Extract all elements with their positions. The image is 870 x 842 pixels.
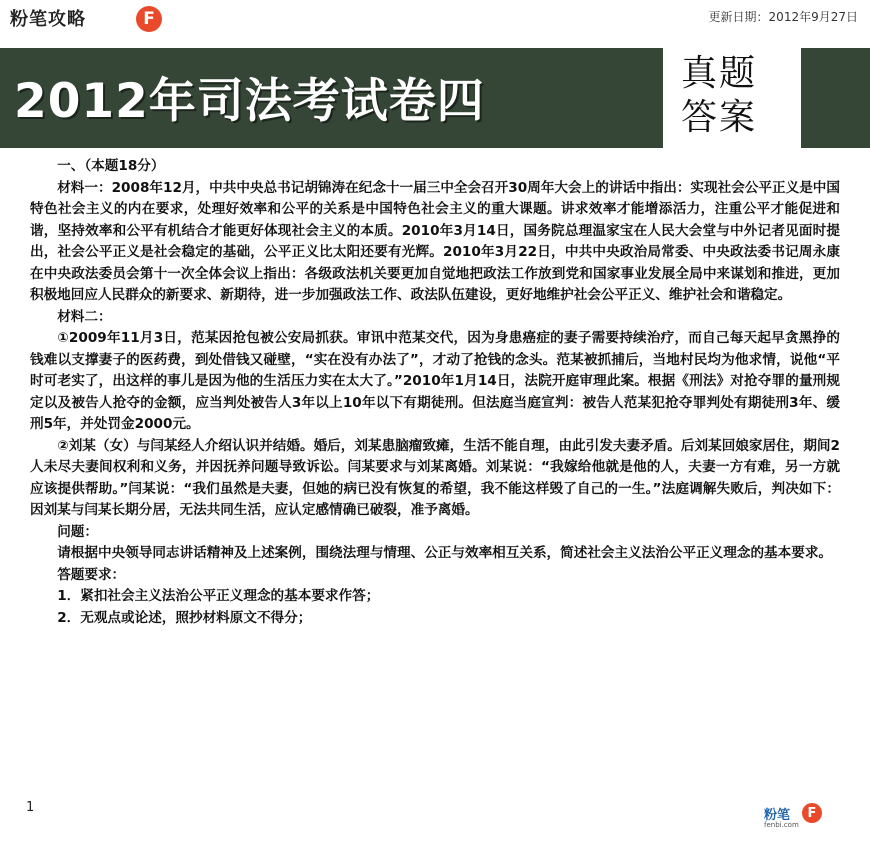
page-number: 1	[26, 800, 35, 815]
paragraph: 1．紧扣社会主义法治公平正义理念的基本要求作答；	[57, 588, 380, 604]
footer-fenbi-icon: F	[802, 803, 822, 823]
title-tag-line1: 真题	[681, 53, 758, 94]
paragraph: 材料二：	[57, 308, 112, 325]
document-body	[30, 156, 840, 629]
top-bar	[0, 0, 870, 40]
update-date: 更新日期：2012年9月27日	[708, 10, 858, 24]
title-tag-text	[681, 52, 791, 140]
footer-logo	[762, 800, 842, 830]
paragraph: 2．无观点或论述，照抄材料原文不得分；	[57, 609, 312, 626]
footer-logo-url: fenbi.com	[764, 821, 799, 829]
title-tag-line2: 答案	[681, 97, 758, 138]
brand-name: 粉笔攻略	[10, 9, 86, 30]
paragraph: 材料一：2008年12月，中共中央总书记胡锦涛在纪念十一届三中全会召开30周年大会上的讲话中指出：实现社会公平正义是中国特色社会主义的内在要求，处理好效率和公平的关系是中国特色社会主义的重大课题。讲求效率才能增添活力，注重公平才能促进和谐，坚持效率和公平有机结合才能更好体现社会主义的本质。2010年3月14日，国务院总理温家宝在人民大会堂与中外记者见面时提出，社会公平正义是社会稳定的基础，公平正义比太阳还要有光辉。2010年3月22日，中共中央政治局常委、中央政法委书记周永康在中央政法委员会第十一次全体会议上指出：各级政法机关要更加自觉地把政法工作放到党和国家事业发展全局中来谋划和推进，更加积极地回应人民群众的新要求、新期待，进一步加强政法工作、政法队伍建设，更好地维护社会公平正义、维护社会和谐稳定。	[30, 179, 840, 303]
paragraph: 问题：	[57, 523, 98, 540]
paragraph: 请根据中央领导同志讲话精神及上述案例，围绕法理与情理、公正与效率相互关系，简述社会主义法治公平正义理念的基本要求。	[57, 545, 833, 561]
fenbi-logo-icon: F	[136, 6, 162, 32]
paragraph: 答题要求：	[57, 566, 126, 583]
title-tag	[663, 48, 801, 148]
paragraph: ②刘某（女）与闫某经人介绍认识并结婚。婚后，刘某患脑瘤致瘫，生活不能自理，由此引发夫妻矛盾。后刘某回娘家居住，期间2人未尽夫妻间权利和义务，并因抚养问题导致诉讼。闫某要求与刘某离婚。刘某说：“我嫁给他就是他的人，夫妻一方有难，另一方就应该提供帮助。”闫某说：“我们虽然是夫妻，但她的病已没有恢复的希望，我不能这样毁了自己的一生。”法庭调解失败后，判决如下：因刘某与闫某长期分居，无法共同生活，应认定感情确已破裂，准予离婚。	[30, 437, 840, 518]
paragraph: ①2009年11月3日，范某因抢包被公安局抓获。审讯中范某交代，因为身患癌症的妻子需要持续治疗，而自己每天起早贪黑挣的钱难以支撑妻子的医药费，到处借钱又碰壁，“实在没有办法了”，才动了抢钱的念头。范某被抓捕后，当地村民均为他求情，说他“平时可老实了，出这样的事儿是因为他的生活压力实在太大了。”2010年1月14日，法院开庭审理此案。根据《刑法》对抢夺罪的量刑规定以及被告人抢夺的金额，应当判处被告人3年以上10年以下有期徒刑。但法庭当庭宣判：被告人范某犯抢夺罪判处有期徒刑3年、缓刑5年，并处罚金2000元。	[30, 330, 840, 432]
paragraph: 一、（本题18分）	[57, 158, 165, 174]
page-title: 2012年司法考试卷四	[14, 74, 485, 129]
footer-logo-text: 粉笔	[764, 808, 791, 823]
